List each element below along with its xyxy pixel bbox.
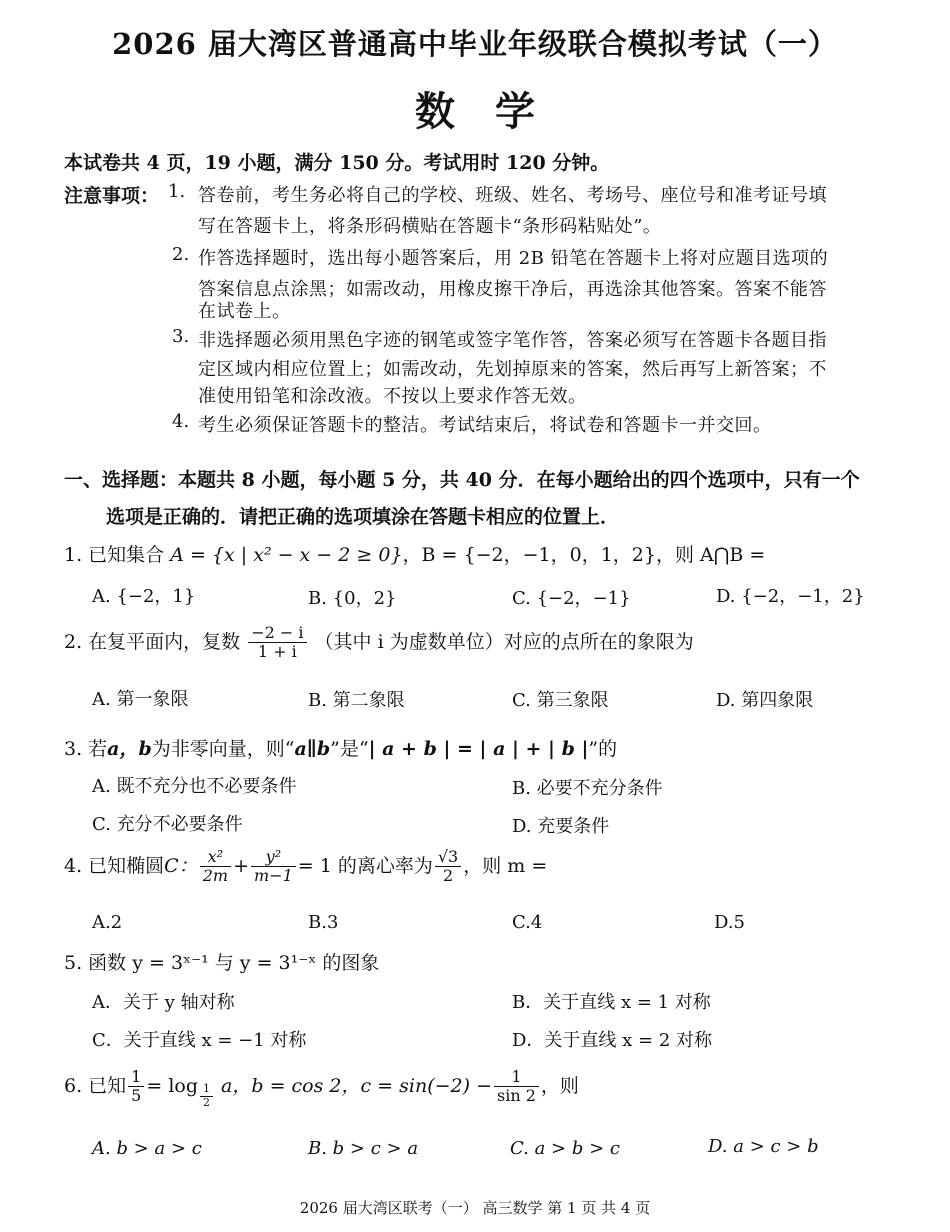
q6-denominator-2: sin 2 xyxy=(497,1086,536,1106)
note-line: 定区域内相应位置上；如需改动，先划掉原来的答案，然后再写上新答案；不 xyxy=(198,359,827,380)
section-heading-cont: 选项是正确的．请把正确的选项填涂在答题卡相应的位置上． xyxy=(106,506,620,528)
note-line: 答案信息点涂黑；如需改动，用橡皮擦干净后，再选涂其他答案。答案不能答 xyxy=(198,279,827,300)
q5-option-c: C．关于直线 x = −1 对称 xyxy=(92,1030,307,1051)
q4-numerator-e: √3 xyxy=(435,848,461,867)
q2-numerator: −2 − i xyxy=(248,624,306,643)
q6-option-c: C. a > b > c xyxy=(510,1138,620,1159)
q4-fraction-y xyxy=(251,848,296,886)
note-number: 1. xyxy=(168,181,186,202)
question-3-stem xyxy=(64,734,617,761)
question-1-stem xyxy=(64,540,765,567)
q2-option-d: D. 第四象限 xyxy=(716,690,814,711)
q5-option-d: D．关于直线 x = 2 对称 xyxy=(512,1030,713,1051)
q3-stem-mid2: ”是“ xyxy=(330,738,369,760)
q6-denominator-1: 5 xyxy=(131,1086,142,1106)
q4-option-a: A.2 xyxy=(92,912,123,933)
subject-title: 数学 xyxy=(415,88,575,135)
q3-option-a: A. 既不充分也不必要条件 xyxy=(92,776,297,797)
q6-log: = log xyxy=(146,1074,198,1097)
note-line: 答卷前，考生务必将自己的学校、班级、姓名、考场号、座位号和准考证号填 xyxy=(198,185,827,206)
q6-stem-post: ，则 xyxy=(540,1074,579,1097)
q3-option-b: B. 必要不充分条件 xyxy=(512,778,663,799)
note-line: 作答选择题时，选出每小题答案后，用 2B 铅笔在答题卡上将对应题目选项的 xyxy=(198,248,829,269)
exam-intro: 本试卷共 4 页，19 小题，满分 150 分。考试用时 120 分钟。 xyxy=(64,152,610,174)
q4-plus: + xyxy=(233,854,249,877)
note-number: 3. xyxy=(172,326,190,347)
q4-denominator-x: 2m xyxy=(202,866,229,886)
q6-numerator-2: 1 xyxy=(494,1068,539,1087)
q2-denominator: 1 + i xyxy=(257,642,297,662)
question-6-stem xyxy=(64,1068,579,1110)
question-5-stem: 5. 函数 y = 3ˣ⁻¹ 与 y = 3¹⁻ˣ 的图象 xyxy=(64,952,380,974)
q3-stem-pre: 3. 若 xyxy=(64,738,108,760)
page-footer: 2026 届大湾区联考（一） 高三数学 第 1 页 共 4 页 xyxy=(299,1199,651,1217)
q6-log-base xyxy=(200,1083,213,1109)
q4-stem-post: ，则 m = xyxy=(463,854,548,877)
q4-c-label: C： xyxy=(164,854,198,877)
q6-log-base-num: 1 xyxy=(200,1083,213,1097)
q6-numerator-1: 1 xyxy=(128,1068,144,1087)
q2-option-a: A. 第一象限 xyxy=(92,689,189,710)
note-line: 写在答题卡上，将条形码横贴在答题卡“条形码粘贴处”。 xyxy=(198,216,662,237)
q1-stem-pre: 1. 已知集合 xyxy=(64,544,165,566)
q4-option-c: C.4 xyxy=(512,912,543,933)
q1-option-a: A. {−2，1} xyxy=(92,586,196,607)
q3-cond1: a∥b xyxy=(294,738,331,760)
q4-stem-pre: 4. 已知椭圆 xyxy=(64,854,165,877)
note-line: 准使用铅笔和涂改液。不按以上要求作答无效。 xyxy=(198,386,587,407)
q4-denominator-y: m−1 xyxy=(254,866,293,886)
question-4-stem xyxy=(64,848,547,886)
q4-option-d: D.5 xyxy=(714,912,745,933)
note-number: 4. xyxy=(172,411,190,432)
note-line: 在试卷上。 xyxy=(198,301,291,322)
q4-numerator-x: x² xyxy=(200,848,231,867)
q2-fraction xyxy=(248,624,306,662)
q3-cond2: | a + b | = | a | + | b | xyxy=(368,738,589,760)
q1-option-c: C. {−2，−1} xyxy=(512,588,631,609)
q5-option-b: B．关于直线 x = 1 对称 xyxy=(512,992,711,1013)
q1-option-d: D. {−2，−1，2} xyxy=(716,586,865,607)
section-heading: 一、选择题：本题共 8 小题，每小题 5 分，共 40 分．在每小题给出的四个选项中，只有一个 xyxy=(64,469,860,491)
q4-fraction-e xyxy=(435,848,461,886)
q2-option-b: B. 第二象限 xyxy=(308,690,405,711)
q3-vars: a，b xyxy=(107,738,152,760)
q4-fraction-x xyxy=(200,848,231,886)
q2-stem-pre: 2. 在复平面内，复数 xyxy=(64,630,241,653)
q6-stem-pre: 6. 已知 xyxy=(64,1074,127,1097)
q4-option-b: B.3 xyxy=(308,912,339,933)
q3-stem-post: ”的 xyxy=(588,738,618,760)
notes-label: 注意事项： xyxy=(64,185,160,207)
q2-stem-post: （其中 i 为虚数单位）对应的点所在的象限为 xyxy=(314,630,694,653)
q1-option-b: B. {0，2} xyxy=(308,588,397,609)
note-number: 2. xyxy=(172,244,190,265)
q4-stem-mid: = 1 的离心率为 xyxy=(297,854,433,877)
q5-option-a: A．关于 y 轴对称 xyxy=(92,992,235,1013)
q3-stem-mid: 为非零向量，则“ xyxy=(151,738,295,760)
note-line: 非选择题必须用黑色字迹的钢笔或签字笔作答，答案必须写在答题卡各题目指 xyxy=(198,330,827,351)
q4-numerator-y: y² xyxy=(251,848,296,867)
q6-fraction-1 xyxy=(128,1068,144,1106)
q4-denominator-e: 2 xyxy=(442,866,454,886)
q1-set-a: A = {x | x² − x − 2 ≥ 0} xyxy=(170,544,403,566)
question-2-stem xyxy=(64,624,694,662)
q6-log-base-den: 2 xyxy=(203,1095,210,1109)
q2-option-c: C. 第三象限 xyxy=(512,690,609,711)
note-line: 考生必须保证答题卡的整洁。考试结束后，将试卷和答题卡一并交回。 xyxy=(198,415,772,436)
q6-option-b: B. b > c > a xyxy=(308,1138,419,1159)
q1-set-b: ，B = {−2，−1，0，1，2}，则 A⋂B = xyxy=(402,544,766,566)
q3-option-c: C. 充分不必要条件 xyxy=(92,814,243,835)
q6-stem-mid: a，b = cos 2，c = sin(−2) − xyxy=(215,1074,492,1097)
q6-option-a: A. b > a > c xyxy=(92,1138,202,1159)
q6-fraction-2 xyxy=(494,1068,539,1106)
q3-option-d: D. 充要条件 xyxy=(512,816,610,837)
q6-option-d: D. a > c > b xyxy=(708,1136,819,1157)
exam-title: 2026 届大湾区普通高中毕业年级联合模拟考试（一） xyxy=(112,27,838,61)
